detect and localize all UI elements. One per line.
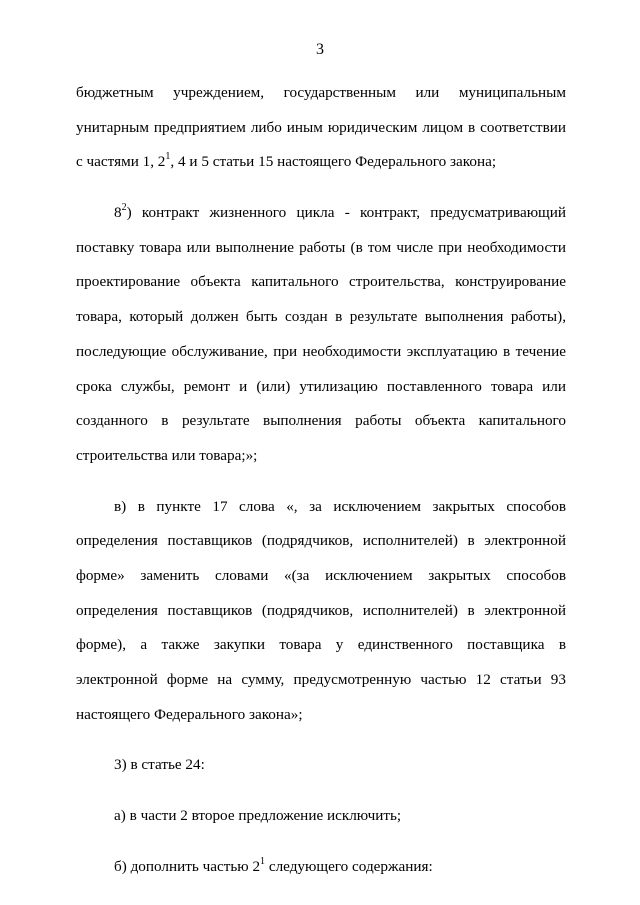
superscript: 1 (165, 151, 171, 163)
text-line: товара, который должен быть создан в результате выполнения работы), (76, 308, 566, 326)
document-body (76, 76, 566, 884)
text-line: а) в части 2 второе предложение исключить; (114, 807, 402, 825)
paragraph-item-8-2 (76, 196, 566, 474)
superscript: 2 (121, 202, 127, 213)
paragraph-item-a (76, 799, 566, 834)
paragraph-item-v (76, 490, 566, 733)
text-line: срока службы, ремонт и (или) утилизацию поставленного товара или (76, 377, 566, 395)
superscript: 1 (260, 855, 266, 867)
text-line: последующие обслуживание, при необходимости эксплуатацию в течение (76, 342, 566, 360)
paragraph-item-3 (76, 748, 566, 783)
paragraph-continuation (76, 76, 566, 180)
text-line (76, 145, 566, 180)
text-fragment: следующего содержания: (265, 857, 433, 875)
text-line: созданного в результате выполнения работы объекта капитального (76, 412, 566, 430)
text-fragment: , 4 и 5 статьи 15 настоящего Федерального закона; (170, 153, 497, 171)
text-line: настоящего Федерального закона»; (76, 705, 303, 723)
text-fragment: с частями 1, 2 (76, 153, 166, 171)
text-line: определения поставщиков (подрядчиков, исполнителей) в электронной (76, 532, 566, 550)
paragraph-item-b (76, 850, 566, 885)
text-fragment: ) контракт жизненного цикла - контракт, предусматривающий (126, 204, 566, 222)
text-line: электронной форме на сумму, предусмотренную частью 12 статьи 93 (76, 671, 566, 688)
page-number: 3 (316, 41, 324, 58)
text-line: строительства или товара;»; (76, 446, 258, 464)
text-fragment: б) дополнить частью 2 (114, 857, 261, 875)
text-line: форме» заменить словами «(за исключением закрытых способов (76, 566, 566, 584)
text-line: форме), а также закупки товара у единственного поставщика в (76, 636, 566, 654)
text-line: унитарным предприятием либо иным юридическим лицом в соответствии (76, 118, 566, 136)
text-line: 3) в статье 24: (114, 756, 205, 774)
text-line: проектирование объекта капитального строительства, конструирование (76, 273, 566, 291)
text-line (76, 196, 566, 231)
text-line: бюджетным учреждением, государственным или муниципальным (76, 84, 566, 101)
text-line (76, 850, 566, 885)
text-line: поставку товара или выполнение работы (в том числе при необходимости (76, 238, 566, 256)
text-line: в) в пункте 17 слова «, за исключением закрытых способов (114, 497, 566, 515)
text-fragment: 8 (114, 204, 122, 222)
text-line: определения поставщиков (подрядчиков, исполнителей) в электронной (76, 601, 566, 619)
